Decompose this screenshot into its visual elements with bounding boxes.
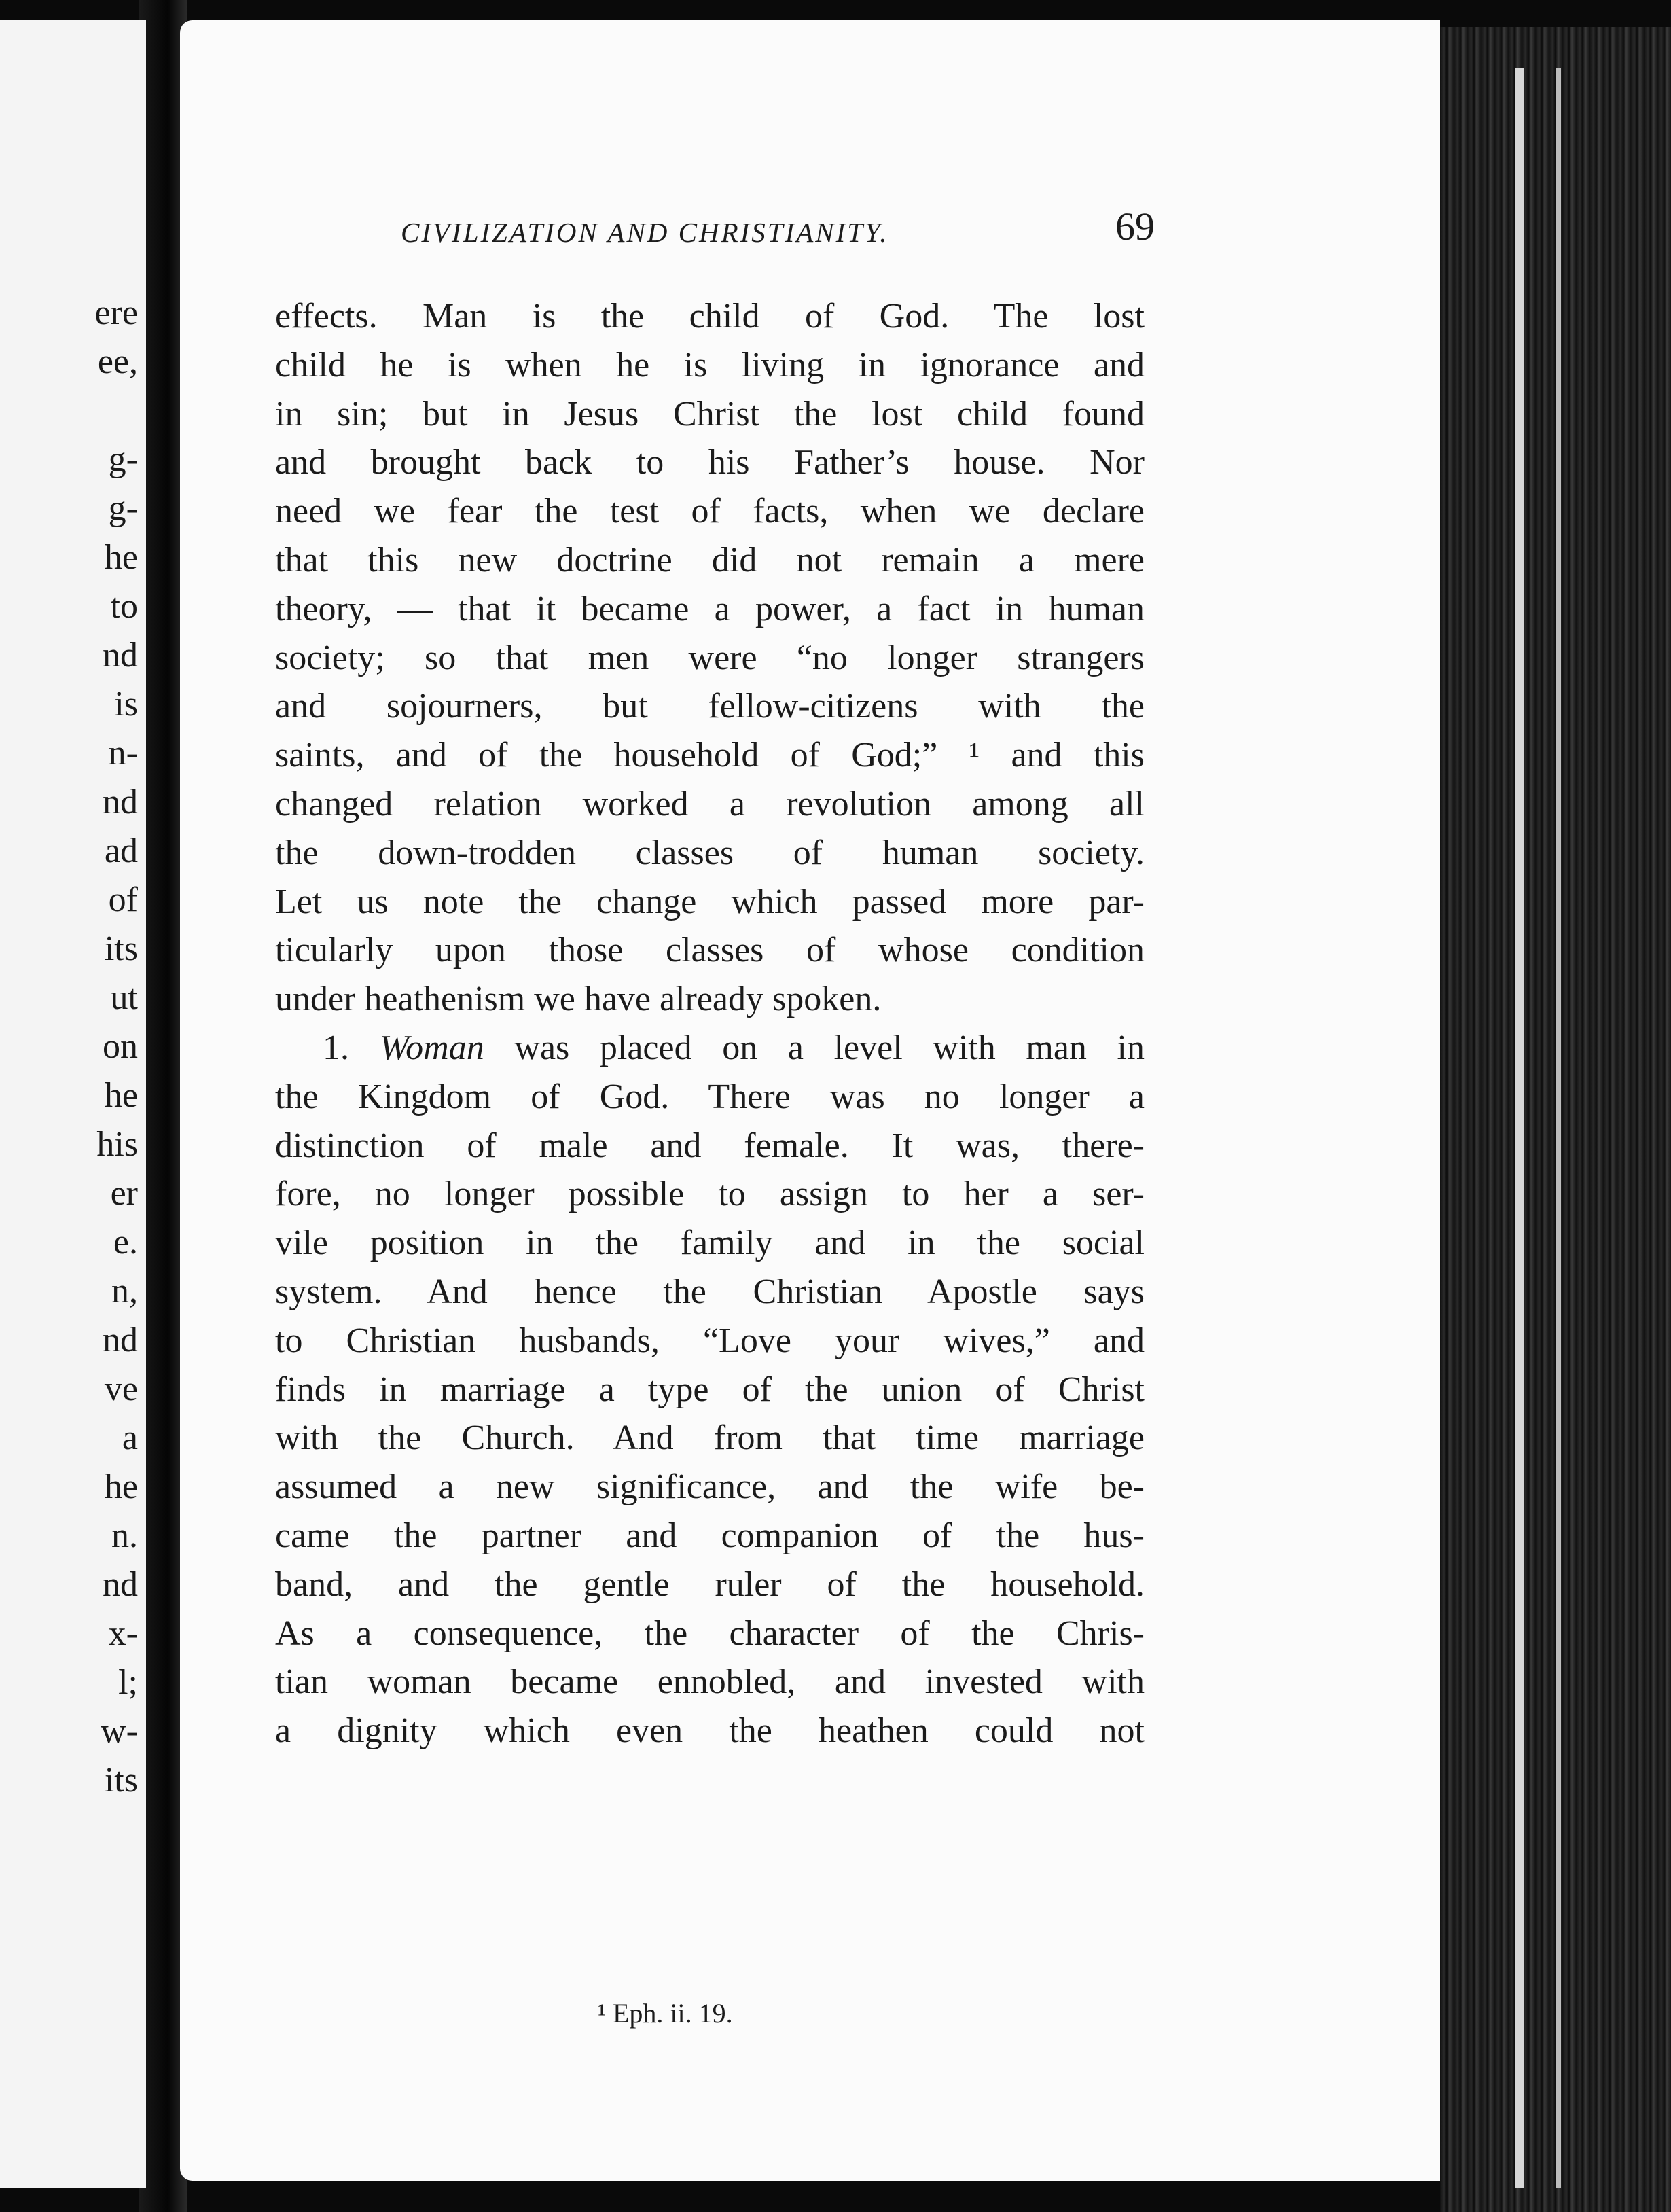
- previous-page-fragment: is: [114, 685, 138, 724]
- text-line: distinction of male and female. It was, there-: [275, 1126, 1145, 1165]
- text-line: changed relation worked a revolution among all: [275, 784, 1145, 823]
- previous-page-fragment: its: [104, 929, 138, 968]
- previous-page-fragment: x-: [108, 1614, 138, 1653]
- text-line: finds in marriage a type of the union of Christ: [275, 1370, 1145, 1409]
- previous-page-fragment: e.: [113, 1223, 138, 1262]
- paragraph-1: [275, 292, 1145, 1024]
- text-line: child he is when he is living in ignorance and: [275, 345, 1145, 385]
- list-number: 1.: [323, 1028, 349, 1067]
- text-line: and sojourners, but fellow-citizens with the: [275, 687, 1145, 726]
- previous-page-fragment: nd: [103, 1321, 138, 1359]
- text-line: the down-trodden classes of human society.: [275, 833, 1145, 872]
- previous-page-fragment: [95, 387, 138, 435]
- previous-page-fragment: he: [104, 1076, 138, 1115]
- running-head: CIVILIZATION AND CHRISTIANITY.: [401, 217, 889, 248]
- previous-page-fragment: nd: [103, 1565, 138, 1604]
- text-line: a dignity which even the heathen could not: [275, 1711, 1145, 1751]
- text-line: As a consequence, the character of the Chris-: [275, 1613, 1145, 1653]
- previous-page-fragment: l;: [118, 1663, 138, 1702]
- previous-page-fragment: n.: [111, 1516, 138, 1555]
- text-line: effects. Man is the child of God. The lost: [275, 297, 1145, 336]
- text-line: and brought back to his Father’s house. Nor: [275, 443, 1145, 482]
- previous-page-fragment: n,: [111, 1272, 138, 1310]
- previous-page-fragment: he: [104, 1467, 138, 1506]
- previous-page-fragment: nd: [103, 783, 138, 821]
- emphasized-word: Woman: [379, 1028, 484, 1067]
- previous-page-edge: [0, 20, 146, 2188]
- text-line: tian woman became ennobled, and invested with: [275, 1662, 1145, 1702]
- previous-page-fragment: g-: [108, 489, 138, 528]
- text-line: fore, no longer possible to assign to her a ser-: [275, 1175, 1145, 1214]
- previous-page-fragment: w-: [101, 1712, 138, 1751]
- text-line: assumed a new significance, and the wife be-: [275, 1467, 1145, 1507]
- previous-page-fragment: a: [122, 1419, 138, 1457]
- text-line: society; so that men were “no longer strangers: [275, 638, 1145, 677]
- text-line: that this new doctrine did not remain a mere: [275, 540, 1145, 579]
- text-line: came the partner and companion of the hus-: [275, 1516, 1145, 1555]
- previous-page-fragment: he: [104, 538, 138, 577]
- previous-page-fragment: er: [110, 1174, 138, 1213]
- previous-page-fragment: ad: [104, 832, 138, 870]
- body-text: [275, 292, 1145, 1755]
- page-edge-highlight: [1515, 68, 1524, 2188]
- text-line: to Christian husbands, “Love your wives,” and: [275, 1321, 1145, 1360]
- previous-page-fragment: n-: [108, 734, 138, 772]
- paragraph-2: [275, 1024, 1145, 1755]
- text-line: in sin; but in Jesus Christ the lost child found: [275, 394, 1145, 433]
- previous-page-fragment: ere: [94, 293, 138, 332]
- previous-page-fragment: to: [110, 587, 138, 626]
- previous-page-fragment: ut: [110, 978, 138, 1017]
- text-line: the Kingdom of God. There was no longer a: [275, 1077, 1145, 1116]
- previous-page-fragment: of: [108, 880, 138, 919]
- page-header: [401, 204, 1155, 265]
- line-text: was placed on a level with man in: [514, 1028, 1145, 1067]
- text-line: system. And hence the Christian Apostle says: [275, 1272, 1145, 1311]
- page-edge-highlight: [1556, 68, 1561, 2188]
- text-line: need we fear the test of facts, when we declare: [275, 492, 1145, 531]
- footnote: ¹ Eph. ii. 19.: [598, 1998, 733, 2029]
- text-line: Let us note the change which passed more par-: [275, 882, 1145, 921]
- text-line: band, and the gentle ruler of the household.: [275, 1565, 1145, 1604]
- previous-page-fragment: g-: [108, 440, 138, 479]
- previous-page-fragment: ee,: [97, 342, 138, 381]
- previous-page-text-fragments: [95, 289, 138, 1805]
- previous-page-fragment: its: [104, 1761, 138, 1800]
- paragraph-2-lines: [275, 1073, 1145, 1755]
- text-line: with the Church. And from that time marriage: [275, 1419, 1145, 1458]
- previous-page-fragment: ve: [104, 1370, 138, 1408]
- previous-page-fragment: his: [96, 1125, 138, 1164]
- text-line: theory, — that it became a power, a fact in human: [275, 589, 1145, 628]
- previous-page-fragment: nd: [103, 636, 138, 675]
- page-number: 69: [1115, 204, 1155, 249]
- text-line: saints, and of the household of God;” ¹ and this: [275, 736, 1145, 775]
- text-line: vile position in the family and in the social: [275, 1224, 1145, 1263]
- page-block-edges: [1440, 27, 1671, 2212]
- text-line: ticularly upon those classes of whose condition: [275, 931, 1145, 970]
- text-line: [275, 1024, 1145, 1073]
- previous-page-fragment: on: [103, 1027, 138, 1066]
- text-line: under heathenism we have already spoken.: [275, 980, 882, 1019]
